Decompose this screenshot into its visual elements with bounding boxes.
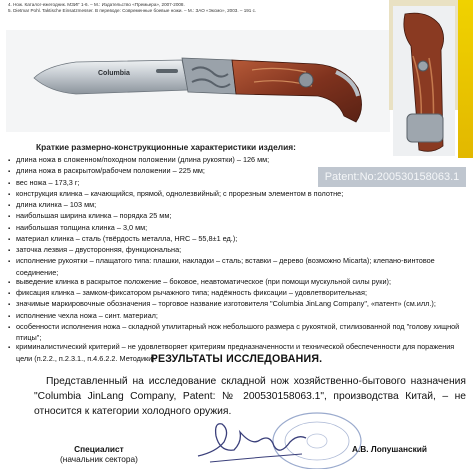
spec-item: ▪ длина ножа в раскрытом/рабочем положении – 225 мм; <box>8 166 470 177</box>
signer-role-title: Специалист <box>74 444 124 454</box>
spec-item: ▪ криминалистический критерий – не удовлетворяет критериям предназначенности и технической обеспеченности для поражения цели (п.2.2., п.2.3.1., п.4.6.2.2. Методики). <box>8 342 471 363</box>
references <box>8 2 258 14</box>
spec-item: ▪ вес ножа – 173,3 г; <box>8 178 470 189</box>
handwritten-signature <box>190 412 310 470</box>
measurement-ruler-side <box>458 0 473 158</box>
spec-item: ▪ фиксация клинка – замком-фиксатором рычажного типа; надёжность фиксации – удовлетворительная; <box>8 288 470 299</box>
spec-item: ▪ особенности исполнения ножа – складной утилитарный нож небольшого размера с рукояткой, стилизованной под "голову хищной птицы"; <box>8 322 471 343</box>
reference-line: 5. Dietmar Pohl. Taktische Einsatzmesser. В переводе: Современные боевые ножи. – М.: ЗАО «Эксмо», 2003. – 191 с. <box>8 8 257 13</box>
spec-item: ▪ значимые маркировочные обозначения – торговое название изготовителя "Columbia JinLang Company", «патент» (см.илл.); <box>8 299 470 310</box>
knife-closed-drawing <box>393 6 455 156</box>
spec-title: Краткие размерно-конструкционные характеристики изделия: <box>36 142 296 152</box>
signer-role <box>60 444 138 464</box>
spec-item: ▪ материал клинка – сталь (твёрдость металла, HRC – 55,8±1 ед.); <box>8 234 470 245</box>
signer-name: А.В. Лопушанский <box>352 444 427 454</box>
knife-open-drawing <box>6 30 390 132</box>
blade-engraving: Columbia <box>98 70 130 77</box>
spec-list <box>8 155 470 363</box>
reference-line: 4. Нож. Каталог-ежегодник. МЗИГ 1-6. – М.: Издательство «Премьера», 2007-2008. <box>8 2 185 7</box>
conclusion-text: Представленный на исследование складной нож хозяйственно-бытового назначения "Columbia JinLang Company, Patent: № 200530158063.1", производства Китай, – не относится к категории холодного оружия. <box>34 376 466 417</box>
results-title: РЕЗУЛЬТАТЫ ИССЛЕДОВАНИЯ. <box>150 353 323 365</box>
knife-photo-closed <box>393 6 455 156</box>
signer-role-subtitle: (начальник сектора) <box>60 454 138 464</box>
spec-item: ▪ длина клинка – 103 мм; <box>8 200 470 211</box>
spec-item: ▪ конструкция клинка – качающийся, прямой, однолезвийный; с прорезным элементом в полотне; <box>8 189 470 200</box>
spec-item: ▪ выведение клинка в раскрытое положение – боковое, неавтоматическое (при помощи мускульной силы руки); <box>8 277 470 288</box>
patent-stamp: Patent:No:200530158063.1 <box>318 167 466 187</box>
spec-item: ▪ длина ножа в сложенном/походном положении (длина рукоятки) – 126 мм; <box>8 155 470 166</box>
spec-item: ▪ исполнение чехла ножа – синт. материал; <box>8 311 470 322</box>
spec-item: ▪ исполнение рукоятки – плащатого типа: плашки, накладки – сталь; вставки – дерево (возможно Micarta); клепано-винтовое соединение; <box>8 256 471 277</box>
spec-item: ▪ наибольшая толщина клинка – 3,0 мм; <box>8 223 470 234</box>
spec-item: ▪ наибольшая ширина клинка – порядка 25 мм; <box>8 211 470 222</box>
spec-item: ▪ заточка лезвия – двусторонняя, функциональна; <box>8 245 470 256</box>
knife-photo-open <box>6 30 390 132</box>
